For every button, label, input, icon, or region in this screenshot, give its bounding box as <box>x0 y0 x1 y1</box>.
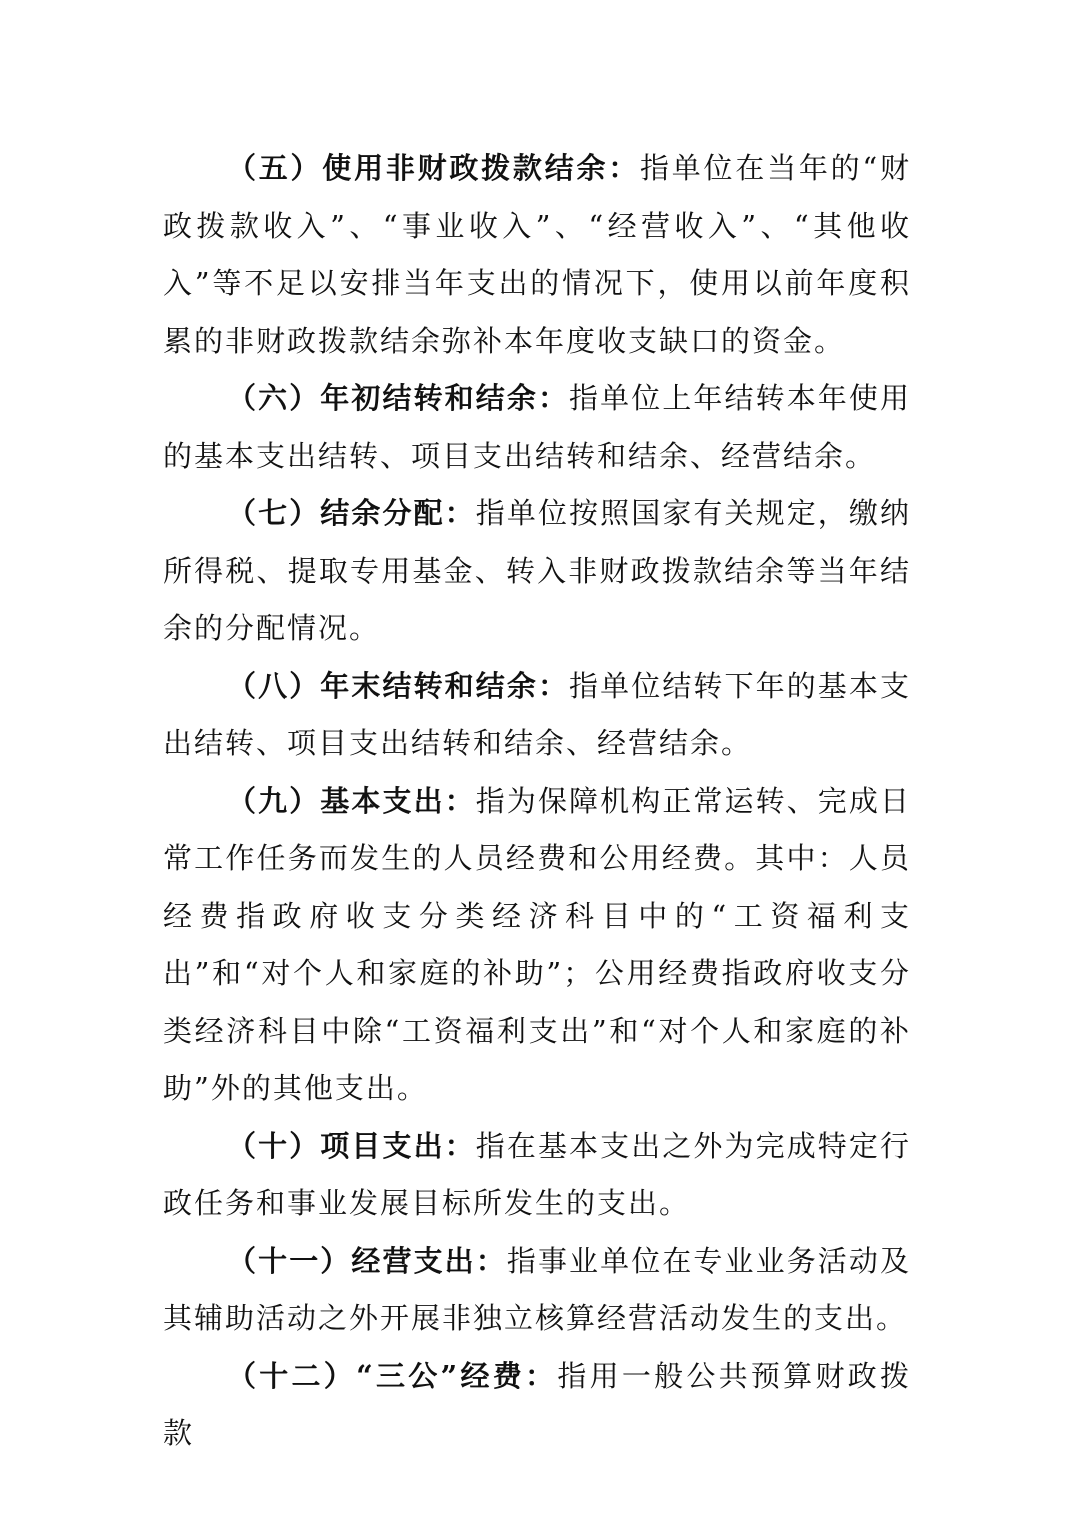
term-heading: （九）基本支出： <box>227 783 476 818</box>
term-heading: （十二）“三公”经费： <box>227 1358 558 1393</box>
term-heading: （十一）经营支出： <box>227 1243 507 1278</box>
term-heading: （七）结余分配： <box>227 496 476 530</box>
term-definition: 指用一般公共预算财政拨款 <box>163 1358 911 1450</box>
paragraph-9 <box>163 773 911 1118</box>
term-definition: 指单位在当年的“财政拨款收入”、“事业收入”、“经营收入”、“其他收入”等不足以安排当年支出的情况下，使用以前年度积累的非财政拨款结余弥补本年度收支缺口的资金。 <box>163 151 911 358</box>
term-definition: 指单位结转下年的基本支出结转、项目支出结转和结余、经营结余。 <box>163 668 911 760</box>
document-body <box>163 140 911 1463</box>
paragraph-7 <box>163 485 911 658</box>
paragraph-12 <box>163 1348 911 1463</box>
term-definition: 指为保障机构正常运转、完成日常工作任务而发生的人员经费和公用经费。其中：人员经费指政府收支分类经济科目中的“工资福利支出”和“对个人和家庭的补助”；公用经费指政府收支分类经济科目中除“工资福利支出”和“对个人和家庭的补助”外的其他支出。 <box>163 783 911 1105</box>
paragraph-10 <box>163 1118 911 1233</box>
term-heading: （五）使用非财政拨款结余： <box>227 151 641 185</box>
paragraph-8 <box>163 658 911 773</box>
term-heading: （十）项目支出： <box>227 1128 476 1163</box>
term-definition: 指事业单位在专业业务活动及其辅助活动之外开展非独立核算经营活动发生的支出。 <box>163 1243 911 1335</box>
paragraph-6 <box>163 370 911 485</box>
term-heading: （八）年末结转和结余： <box>227 668 570 703</box>
term-heading: （六）年初结转和结余： <box>227 381 570 415</box>
paragraph-5 <box>163 140 911 370</box>
paragraph-11 <box>163 1233 911 1348</box>
term-definition: 指单位按照国家有关规定，缴纳所得税、提取专用基金、转入非财政拨款结余等当年结余的分配情况。 <box>163 496 911 645</box>
term-definition: 指单位上年结转本年使用的基本支出结转、项目支出结转和结余、经营结余。 <box>163 381 911 473</box>
term-definition: 指在基本支出之外为完成特定行政任务和事业发展目标所发生的支出。 <box>163 1128 911 1220</box>
